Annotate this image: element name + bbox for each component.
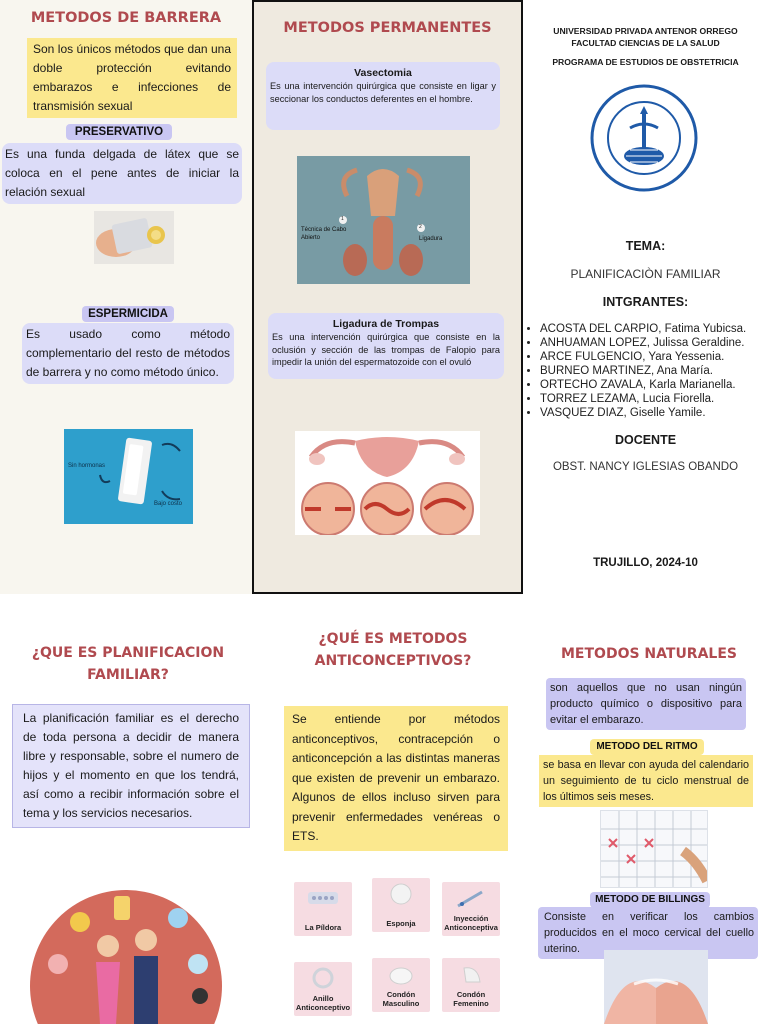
card-inyeccion xyxy=(442,882,500,936)
cover-faculty: FACULTAD CIENCIAS DE LA SALUD xyxy=(571,38,720,48)
espermicida-text: Es usado como método complementario del resto de métodos de barrera y no como método único. xyxy=(22,323,234,384)
card-condon-masculino xyxy=(372,958,430,1012)
naturales-intro: son aquellos que no usan ningún producto químico o dispositivo para evitar el embarazo. xyxy=(546,678,746,730)
integrante-item: • ACOSTA DEL CARPIO, Fatima Yubicsa. xyxy=(540,322,766,336)
card-esponja xyxy=(372,878,430,932)
place-date: TRUJILLO, 2024-10 xyxy=(593,557,698,569)
card-label: Inyección Anticonceptiva xyxy=(444,914,498,932)
espermicida-label: ESPERMICIDA xyxy=(82,306,174,322)
vasectomia-num-2: 2 xyxy=(419,224,422,230)
integrante-item: • ARCE FULGENCIO, Yara Yessenia. xyxy=(540,350,766,364)
espermicida-image xyxy=(64,429,193,524)
university-seal xyxy=(590,84,698,192)
family-illustration xyxy=(28,878,224,1024)
barrera-title: METODOS DE BARRERA xyxy=(30,10,222,26)
ligadura-box xyxy=(268,313,504,379)
docente-label: DOCENTE xyxy=(614,433,677,447)
ligadura-text: Es una intervención quirúrgica que consiste en la oclusión y sección de las trompas de Falopio para impedir la unión del espermatozoide con el ovuló xyxy=(272,332,500,368)
vasectomia-label: Vasectomia xyxy=(354,67,412,79)
ligadura-image xyxy=(295,431,480,535)
billings-image xyxy=(604,950,708,1024)
vasectomia-text: Es una intervención quirúrgica que consiste en ligar y seccionar los conductos deferentes en el hombre. xyxy=(270,81,496,104)
tema-label: TEMA: xyxy=(625,239,666,253)
card-label: Condón Masculino xyxy=(382,990,420,1008)
anticonceptivos-title: ¿QUÉ ES METODOS ANTICONCEPTIVOS? xyxy=(314,631,472,669)
card-label: Esponja xyxy=(386,919,416,928)
integrante-item: • ANHUAMAN LOPEZ, Julissa Geraldine. xyxy=(540,336,766,350)
espermicida-img-label-2: Bajo costo xyxy=(154,501,183,507)
billings-label: METODO DE BILLINGS xyxy=(590,892,710,908)
anticonceptivos-text: Se entiende por métodos anticonceptivos, contracepción o anticoncepción a las distintas maneras que existen de prevenir un embarazo. Algunos de ellos incluso sirven para prevenir enfermedades venéreas o ETS. xyxy=(284,706,508,851)
card-pildora xyxy=(294,882,352,936)
vasectomia-box xyxy=(266,62,500,130)
ritmo-text: se basa en llevar con ayuda del calendario un seguimiento de tu ciclo menstrual de los últimos seis meses. xyxy=(539,755,753,807)
espermicida-img-label-1: Sin hormonas xyxy=(68,463,106,469)
calendar-image xyxy=(600,810,708,888)
preservativo-label: PRESERVATIVO xyxy=(66,124,172,140)
permanentes-title: METODOS PERMANENTES xyxy=(283,20,492,36)
planificacion-title: ¿QUE ES PLANIFICACION FAMILIAR? xyxy=(31,645,225,683)
integrantes-label: INTGRANTES: xyxy=(602,295,689,309)
preservativo-image xyxy=(94,211,174,264)
ligadura-label: Ligadura de Trompas xyxy=(332,318,440,330)
card-label: Condón Femenino xyxy=(453,990,489,1008)
cover-university: UNIVERSIDAD PRIVADA ANTENOR ORREGO xyxy=(553,26,738,36)
docente-value: OBST. NANCY IGLESIAS OBANDO xyxy=(552,461,739,473)
card-label: Anillo Anticonceptivo xyxy=(295,994,351,1012)
billings-text: Consiste en verificar los cambios producidos en el moco cervical del cuello uterino. xyxy=(538,907,758,959)
integrante-item: • BURNEO MARTINEZ, Ana María. xyxy=(540,364,766,378)
naturales-title: METODOS NATURALES xyxy=(561,646,737,662)
card-anillo xyxy=(294,962,352,1016)
vasectomia-num-1: 1 xyxy=(341,216,344,222)
integrante-item: • TORREZ LEZAMA, Lucia Fiorella. xyxy=(540,392,766,406)
cover-program: PROGRAMA DE ESTUDIOS DE OBSTETRICIA xyxy=(552,57,739,67)
vasectomia-image xyxy=(297,156,470,284)
integrante-item: • ORTECHO ZAVALA, Karla Marianella. xyxy=(540,378,766,392)
tema-value: PLANIFICACIÒN FAMILIAR xyxy=(570,267,721,281)
barrera-intro: Son los únicos métodos que dan una doble protección evitando embarazos e infecciones de transmisión sexual xyxy=(27,38,237,118)
card-label: La Píldora xyxy=(304,923,342,932)
card-condon-femenino xyxy=(442,958,500,1012)
integrantes-list xyxy=(526,322,766,420)
vasectomia-img-label-2: Ligadura xyxy=(419,236,443,242)
preservativo-text: Es una funda delgada de látex que se coloca en el pene antes de iniciar la relación sexual xyxy=(2,143,242,204)
ritmo-label: METODO DEL RITMO xyxy=(590,739,704,755)
integrante-item: • VASQUEZ DIAZ, Giselle Yamile. xyxy=(540,406,766,420)
planificacion-text: La planificación familiar es el derecho de toda persona a decidir de manera libre y responsable, sobre el numero de hijos y el momento en que los tendrá, así como a recibir información sobre el tema y los servicios necesarios. xyxy=(12,704,250,828)
vasectomia-img-label-1: Técnica de Cabo Abierto xyxy=(301,227,347,241)
